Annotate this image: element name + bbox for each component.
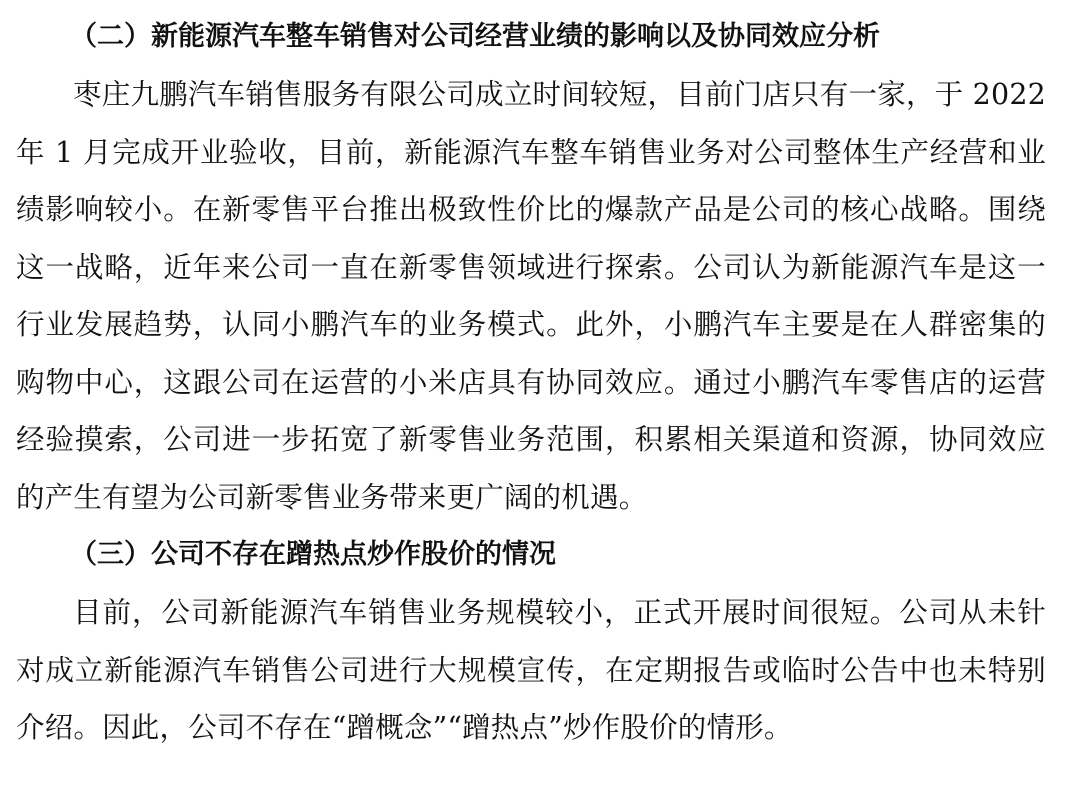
section-heading-3: （三）公司不存在蹭热点炒作股价的情况	[70, 539, 556, 570]
paragraph-line: 枣庄九鹏汽车销售服务有限公司成立时间较短，目前门店只有一家，于 2022	[73, 78, 1046, 111]
paragraph-line: 目前，公司新能源汽车销售业务规模较小，正式开展时间很短。公司从未针	[73, 596, 1046, 629]
document-page	[16, 0, 1046, 757]
paragraph-line: 行业发展趋势，认同小鹏汽车的业务模式。此外，小鹏汽车主要是在人群密集的	[16, 308, 1046, 341]
paragraph-line: 购物中心，这跟公司在运营的小米店具有协同效应。通过小鹏汽车零售店的运营	[16, 365, 1046, 399]
section-heading-2: （二）新能源汽车整车销售对公司经营业绩的影响以及协同效应分析	[70, 21, 880, 52]
section-2-paragraph	[16, 66, 1046, 526]
paragraph-line: 这一战略，近年来公司一直在新零售领域进行探索。公司认为新能源汽车是这一	[16, 250, 1046, 284]
section-3-paragraph	[16, 584, 1046, 757]
paragraph-line: 绩影响较小。在新零售平台推出极致性价比的爆款产品是公司的核心战略。围绕	[16, 193, 1046, 226]
paragraph-line: 年 1 月完成开业验收，目前，新能源汽车整车销售业务对公司整体生产经营和业	[16, 135, 1046, 169]
paragraph-line: 经验摸索，公司进一步拓宽了新零售业务范围，积累相关渠道和资源，协同效应	[16, 423, 1046, 456]
paragraph-line: 对成立新能源汽车销售公司进行大规模宣传，在定期报告或临时公告中也未特别	[16, 653, 1046, 687]
paragraph-line: 介绍。因此，公司不存在“蹭概念”“蹭热点”炒作股价的情形。	[16, 711, 793, 744]
paragraph-line: 的产生有望为公司新零售业务带来更广阔的机遇。	[16, 480, 648, 514]
